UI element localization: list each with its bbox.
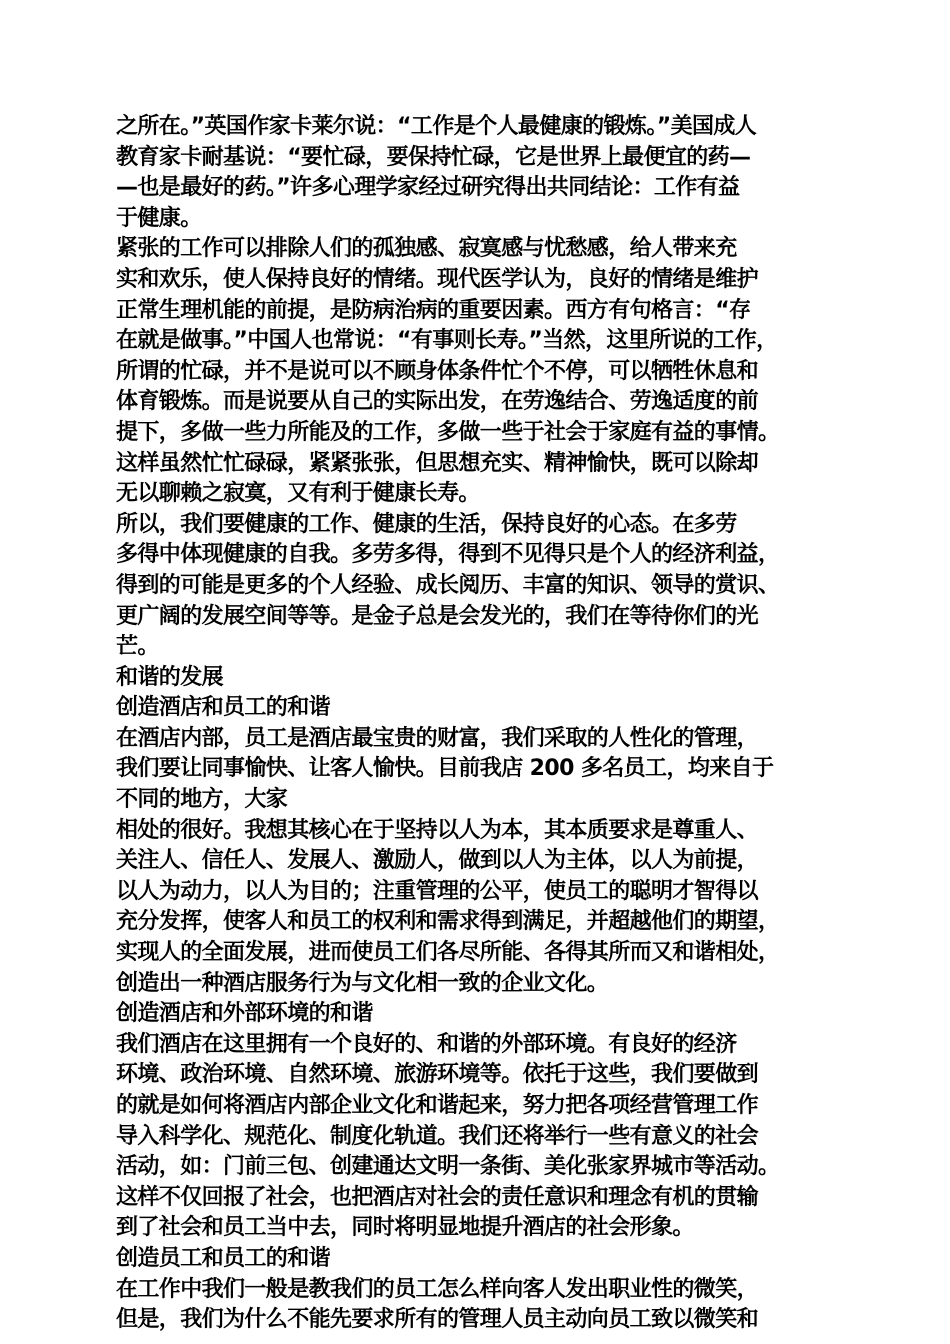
text-line: 紧张的工作可以排除人们的孤独感、寂寞感与忧愁感，给人带来充 bbox=[116, 236, 737, 262]
text-line: 以人为动力，以人为目的；注重管理的公平，使员工的聪明才智得以 bbox=[116, 878, 759, 904]
text-line: 于健康。 bbox=[116, 205, 202, 231]
document-body bbox=[116, 112, 856, 1336]
text-line: 更广阔的发展空间等等。是金子总是会发光的，我们在等待你们的光 bbox=[116, 603, 759, 629]
text-line: 实和欢乐，使人保持良好的情绪。现代医学认为，良好的情绪是维护 bbox=[116, 266, 759, 292]
text-line: 创造酒店和外部环境的和谐 bbox=[116, 1001, 373, 1027]
text-line: 芒。 bbox=[116, 634, 159, 660]
text-line: 创造员工和员工的和谐 bbox=[116, 1245, 331, 1271]
text-line: 这样不仅回报了社会，也把酒店对社会的责任意识和理念有机的贯输 bbox=[116, 1184, 759, 1210]
text-line: 无以聊赖之寂寞，又有利于健康长寿。 bbox=[116, 481, 480, 507]
text-line: 之所在。”英国作家卡莱尔说：“工作是个人最健康的锻炼。”美国成人 bbox=[116, 114, 757, 139]
text-line: 导入科学化、规范化、制度化轨道。我们还将举行一些有意义的社会 bbox=[116, 1123, 759, 1149]
text-line: 环境、政治环境、自然环境、旅游环境等。依托于这些，我们要做到 bbox=[116, 1062, 759, 1088]
text-line: 不同的地方，大家 bbox=[116, 787, 288, 813]
text-line: 多得中体现健康的自我。多劳多得，得到不见得只是个人的经济利益， bbox=[116, 542, 780, 568]
text-line: 我们酒店在这里拥有一个良好的、和谐的外部环境。有良好的经济 bbox=[116, 1031, 737, 1057]
text-line: 体育锻炼。而是说要从自己的实际出发，在劳逸结合、劳逸适度的前 bbox=[116, 389, 759, 415]
text-line: 教育家卡耐基说：“要忙碌，要保持忙碌，它是世界上最便宜的药— bbox=[116, 144, 751, 170]
text-line: 活动，如：门前三包、创建通达文明一条街、美化张家界城市等活动。 bbox=[116, 1154, 780, 1180]
text-line: 在酒店内部，员工是酒店最宝贵的财富，我们采取的人性化的管理， bbox=[116, 725, 759, 751]
text-line: 在工作中我们一般是教我们的员工怎么样向客人发出职业性的微笑， bbox=[116, 1276, 759, 1302]
text-line: 创造出一种酒店服务行为与文化相一致的企业文化。 bbox=[116, 970, 609, 996]
text-line: 的就是如何将酒店内部企业文化和谐起来，努力把各项经营管理工作 bbox=[116, 1093, 759, 1118]
text-line: 正常生理机能的前提，是防病治病的重要因素。西方有句格言：“存 bbox=[116, 297, 751, 323]
text-line: 相处的很好。我想其核心在于坚持以人为本，其本质要求是尊重人、 bbox=[116, 817, 759, 843]
text-line: 在就是做事。”中国人也常说：“有事则长寿。”当然，这里所说的工作， bbox=[116, 328, 778, 354]
text-line: 充分发挥，使客人和员工的权利和需求得到满足，并超越他们的期望， bbox=[116, 909, 780, 935]
text-line: —也是最好的药。”许多心理学家经过研究得出共同结论：工作有益 bbox=[116, 175, 740, 201]
text-line: 关注人、信任人、发展人、激励人，做到以人为主体，以人为前提， bbox=[116, 848, 759, 874]
text-line: 和谐的发展 bbox=[116, 664, 224, 690]
text-line: 得到的可能是更多的个人经验、成长阅历、丰富的知识、领导的赏识、 bbox=[116, 572, 780, 598]
text-line: 创造酒店和员工的和谐 bbox=[116, 695, 331, 721]
text-line: 到了社会和员工当中去，同时将明显地提升酒店的社会形象。 bbox=[116, 1215, 694, 1241]
text-line: 这样虽然忙忙碌碌，紧紧张张，但思想充实、精神愉快，既可以除却 bbox=[116, 450, 759, 476]
text-line: 我们要让同事愉快、让客人愉快。目前我店 200 多名员工，均来自于 bbox=[116, 756, 774, 782]
text-line: 但是，我们为什么不能先要求所有的管理人员主动向员工致以微笑和 bbox=[116, 1307, 759, 1333]
text-line: 所以，我们要健康的工作、健康的生活，保持良好的心态。在多劳 bbox=[116, 511, 737, 537]
text-line: 实现人的全面发展，进而使员工们各尽所能、各得其所而又和谐相处， bbox=[116, 940, 780, 966]
text-line: 所谓的忙碌，并不是说可以不顾身体条件忙个不停，可以牺牲休息和 bbox=[116, 358, 759, 384]
text-line: 提下，多做一些力所能及的工作，多做一些于社会于家庭有益的事情。 bbox=[116, 419, 780, 445]
